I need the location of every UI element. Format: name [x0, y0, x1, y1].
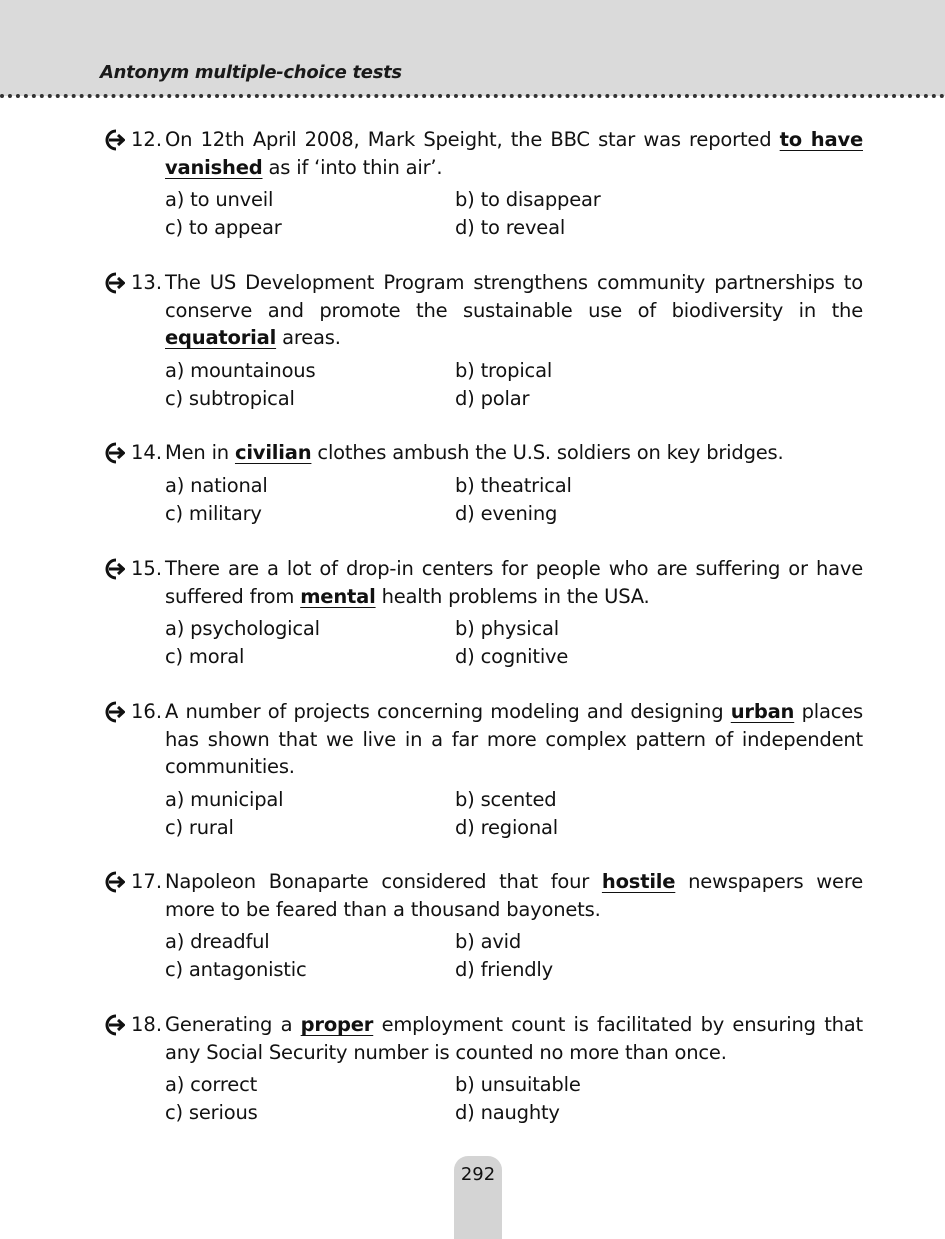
question-text-after: employment count is facilitated by ensuring that any Social Security number is counted no more than once. — [165, 1013, 863, 1064]
question-text-before: A number of projects concerning modeling and designing — [165, 700, 731, 723]
option-a[interactable]: a) correct — [165, 1073, 258, 1096]
question-13 — [103, 269, 863, 413]
question-text-after: areas. — [276, 326, 341, 349]
option-d[interactable]: d) cognitive — [455, 645, 569, 668]
answer-options — [165, 1071, 863, 1127]
option-c[interactable]: c) antagonistic — [165, 958, 307, 981]
question-text-before: Generating a — [165, 1013, 301, 1036]
question-text-before: Men in — [165, 441, 235, 464]
answer-options — [165, 615, 863, 671]
arrow-bullet-icon — [103, 558, 125, 580]
option-c[interactable]: c) rural — [165, 815, 234, 839]
arrow-bullet-icon — [103, 1014, 125, 1036]
option-a[interactable]: a) psychological — [165, 617, 320, 640]
question-number: 14. — [131, 441, 163, 464]
question-text-after: health problems in the USA. — [375, 584, 650, 608]
question-number: 16. — [131, 700, 163, 723]
question-text-before: There are a lot of drop-in centers for people who are suffering or have suffered from — [165, 557, 863, 608]
option-d[interactable]: d) evening — [455, 501, 558, 525]
arrow-bullet-icon — [103, 701, 125, 723]
header-band — [0, 0, 945, 96]
question-text — [165, 126, 863, 181]
question-12 — [103, 126, 863, 242]
option-d[interactable]: d) regional — [455, 815, 559, 839]
question-text-before: Napoleon Bonaparte considered that four — [165, 870, 602, 893]
question-number: 15. — [131, 557, 163, 580]
question-text — [165, 1011, 863, 1066]
question-keyword: proper — [300, 1013, 374, 1036]
question-16 — [103, 698, 863, 842]
question-text — [165, 269, 863, 352]
question-number: 12. — [131, 128, 163, 151]
page-number: 292 — [460, 1164, 496, 1185]
option-b[interactable]: b) to disappear — [455, 188, 601, 211]
question-text-after: places has shown that we live in a far more complex pattern of independent communities. — [165, 700, 863, 778]
arrow-bullet-icon — [103, 272, 125, 294]
option-b[interactable]: b) tropical — [455, 358, 553, 382]
option-c[interactable]: c) subtropical — [165, 386, 295, 410]
option-c[interactable]: c) to appear — [165, 216, 282, 239]
option-b[interactable]: b) physical — [455, 617, 559, 640]
question-keyword: hostile — [601, 870, 676, 893]
question-text-before: The US Development Program strengthens community partnerships to conserve and promote the sustainable use of biodiversity in the — [165, 271, 863, 322]
option-a[interactable]: a) to unveil — [165, 188, 274, 211]
option-a[interactable]: a) municipal — [165, 787, 284, 811]
question-keyword: civilian — [234, 441, 312, 464]
option-d[interactable]: d) naughty — [455, 1101, 560, 1124]
option-a[interactable]: a) national — [165, 473, 268, 497]
question-text-after: clothes ambush the U.S. soldiers on key bridges. — [311, 441, 784, 464]
answer-options — [165, 186, 863, 242]
question-text — [165, 868, 863, 923]
option-c[interactable]: c) moral — [165, 645, 245, 668]
option-c[interactable]: c) serious — [165, 1101, 258, 1124]
question-number: 18. — [131, 1013, 163, 1036]
page-header-title: Antonym multiple-choice tests — [100, 62, 402, 83]
question-text — [165, 698, 863, 781]
answer-options — [165, 928, 863, 984]
question-number: 17. — [131, 870, 163, 893]
question-text-after: newspapers were more to be feared than a thousand bayonets. — [165, 870, 864, 921]
answer-options — [165, 472, 863, 528]
question-18 — [103, 1011, 863, 1127]
question-15 — [103, 555, 863, 671]
page-number-tab — [454, 1156, 502, 1239]
option-b[interactable]: b) theatrical — [455, 473, 572, 497]
option-b[interactable]: b) avid — [455, 930, 522, 953]
question-keyword: urban — [730, 700, 795, 723]
question-keyword: mental — [300, 584, 376, 608]
question-text — [165, 439, 863, 467]
option-d[interactable]: d) to reveal — [455, 216, 566, 239]
arrow-bullet-icon — [103, 442, 125, 464]
question-14 — [103, 439, 863, 528]
option-d[interactable]: d) polar — [455, 386, 530, 410]
question-keyword: to have vanished — [165, 128, 863, 179]
question-keyword: equatorial — [165, 326, 277, 349]
question-17 — [103, 868, 863, 984]
option-b[interactable]: b) scented — [455, 787, 557, 811]
dotted-divider — [0, 94, 945, 98]
option-c[interactable]: c) military — [165, 501, 262, 525]
arrow-bullet-icon — [103, 129, 125, 151]
arrow-bullet-icon — [103, 871, 125, 893]
answer-options — [165, 357, 863, 413]
option-a[interactable]: a) dreadful — [165, 930, 270, 953]
answer-options — [165, 786, 863, 842]
question-text-after: as if ‘into thin air’. — [262, 155, 443, 179]
option-b[interactable]: b) unsuitable — [455, 1073, 581, 1096]
question-text — [165, 555, 863, 610]
question-number: 13. — [131, 271, 163, 294]
option-d[interactable]: d) friendly — [455, 958, 553, 981]
option-a[interactable]: a) mountainous — [165, 358, 316, 382]
question-text-before: On 12th April 2008, Mark Speight, the BBC star was reported — [165, 128, 780, 151]
